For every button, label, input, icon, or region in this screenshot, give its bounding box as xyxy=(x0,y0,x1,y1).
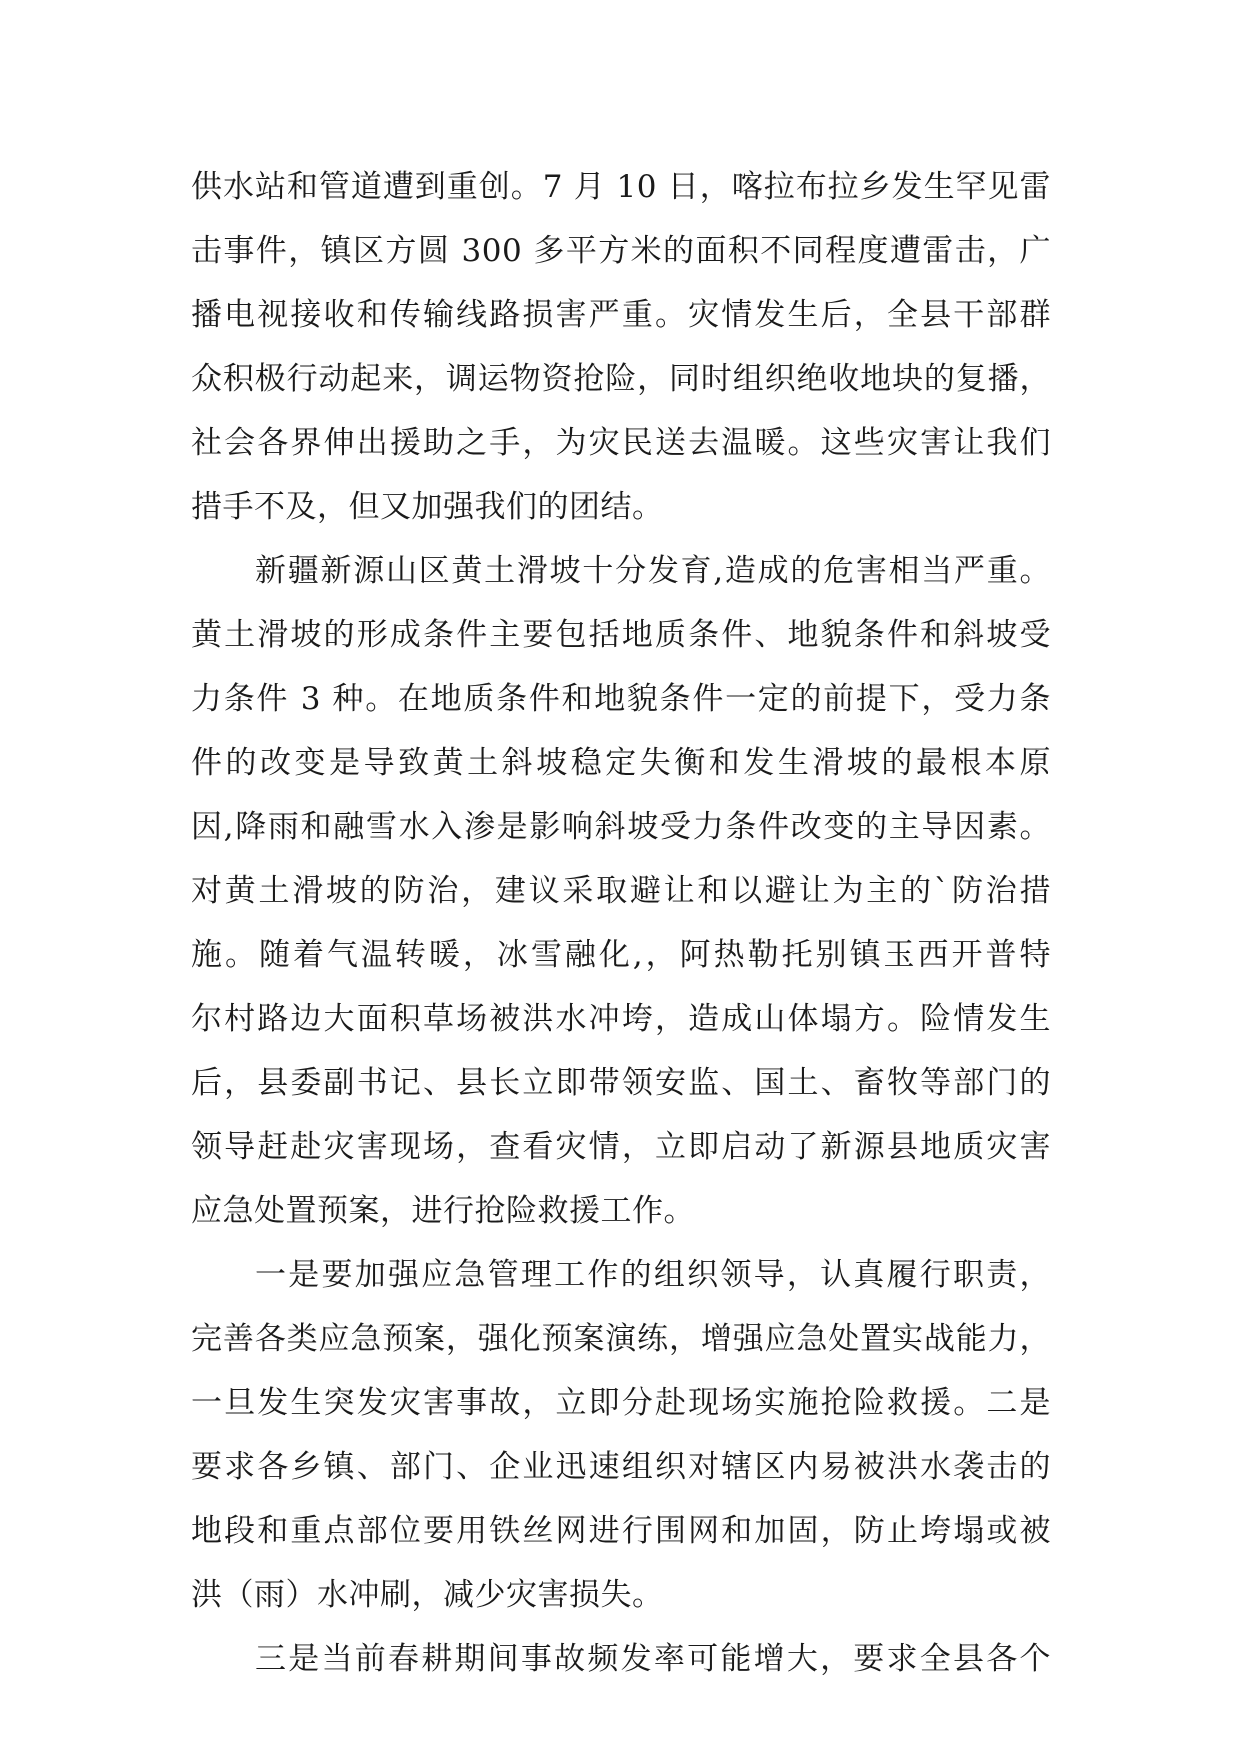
text-line: 力条件 3 种。在地质条件和地貌条件一定的前提下，受力条 xyxy=(191,681,1051,717)
text-line: 洪（雨）水冲刷，减少灾害损失。 xyxy=(191,1577,664,1613)
text-line: 施。随着气温转暖，冰雪融化,，阿热勒托别镇玉西开普特 xyxy=(191,937,1051,973)
text-line: 社会各界伸出援助之手，为灾民送去温暖。这些灾害让我们 xyxy=(191,425,1051,461)
text-line: 尔村路边大面积草场被洪水冲垮，造成山体塌方。险情发生 xyxy=(191,1001,1051,1037)
text-line: 黄土滑坡的形成条件主要包括地质条件、地貌条件和斜坡受 xyxy=(191,617,1051,653)
text-line: 众积极行动起来，调运物资抢险，同时组织绝收地块的复播， xyxy=(191,361,1051,397)
text-line: 地段和重点部位要用铁丝网进行围网和加固，防止垮塌或被 xyxy=(191,1513,1051,1549)
paragraph xyxy=(191,1243,1051,1627)
text-line: 播电视接收和传输线路损害严重。灾情发生后，全县干部群 xyxy=(191,297,1051,333)
paragraph xyxy=(191,155,1051,539)
text-line: 一是要加强应急管理工作的组织领导，认真履行职责， xyxy=(255,1257,1051,1293)
paragraph xyxy=(191,1627,1051,1691)
text-line: 要求各乡镇、部门、企业迅速组织对辖区内易被洪水袭击的 xyxy=(191,1449,1051,1485)
text-line: 一旦发生突发灾害事故，立即分赴现场实施抢险救援。二是 xyxy=(191,1385,1051,1421)
text-line: 对黄土滑坡的防治，建议采取避让和以避让为主的`防治措 xyxy=(191,873,1051,909)
text-line: 新疆新源山区黄土滑坡十分发育,造成的危害相当严重。 xyxy=(255,553,1051,589)
text-line: 完善各类应急预案，强化预案演练，增强应急处置实战能力， xyxy=(191,1321,1051,1357)
text-line: 供水站和管道遭到重创。7 月 10 日，喀拉布拉乡发生罕见雷 xyxy=(191,169,1051,205)
text-line: 措手不及，但又加强我们的团结。 xyxy=(191,489,664,525)
text-line: 后，县委副书记、县长立即带领安监、国土、畜牧等部门的 xyxy=(191,1065,1051,1101)
paragraph xyxy=(191,539,1051,1243)
text-line: 件的改变是导致黄土斜坡稳定失衡和发生滑坡的最根本原 xyxy=(191,745,1051,781)
text-line: 应急处置预案，进行抢险救援工作。 xyxy=(191,1193,695,1229)
text-line: 因,降雨和融雪水入渗是影响斜坡受力条件改变的主导因素。 xyxy=(191,809,1051,845)
document-body xyxy=(191,155,1051,1691)
text-line: 领导赶赴灾害现场，查看灾情，立即启动了新源县地质灾害 xyxy=(191,1129,1051,1165)
text-line: 三是当前春耕期间事故频发率可能增大，要求全县各个 xyxy=(255,1641,1051,1677)
text-line: 击事件，镇区方圆 300 多平方米的面积不同程度遭雷击，广 xyxy=(191,233,1051,269)
